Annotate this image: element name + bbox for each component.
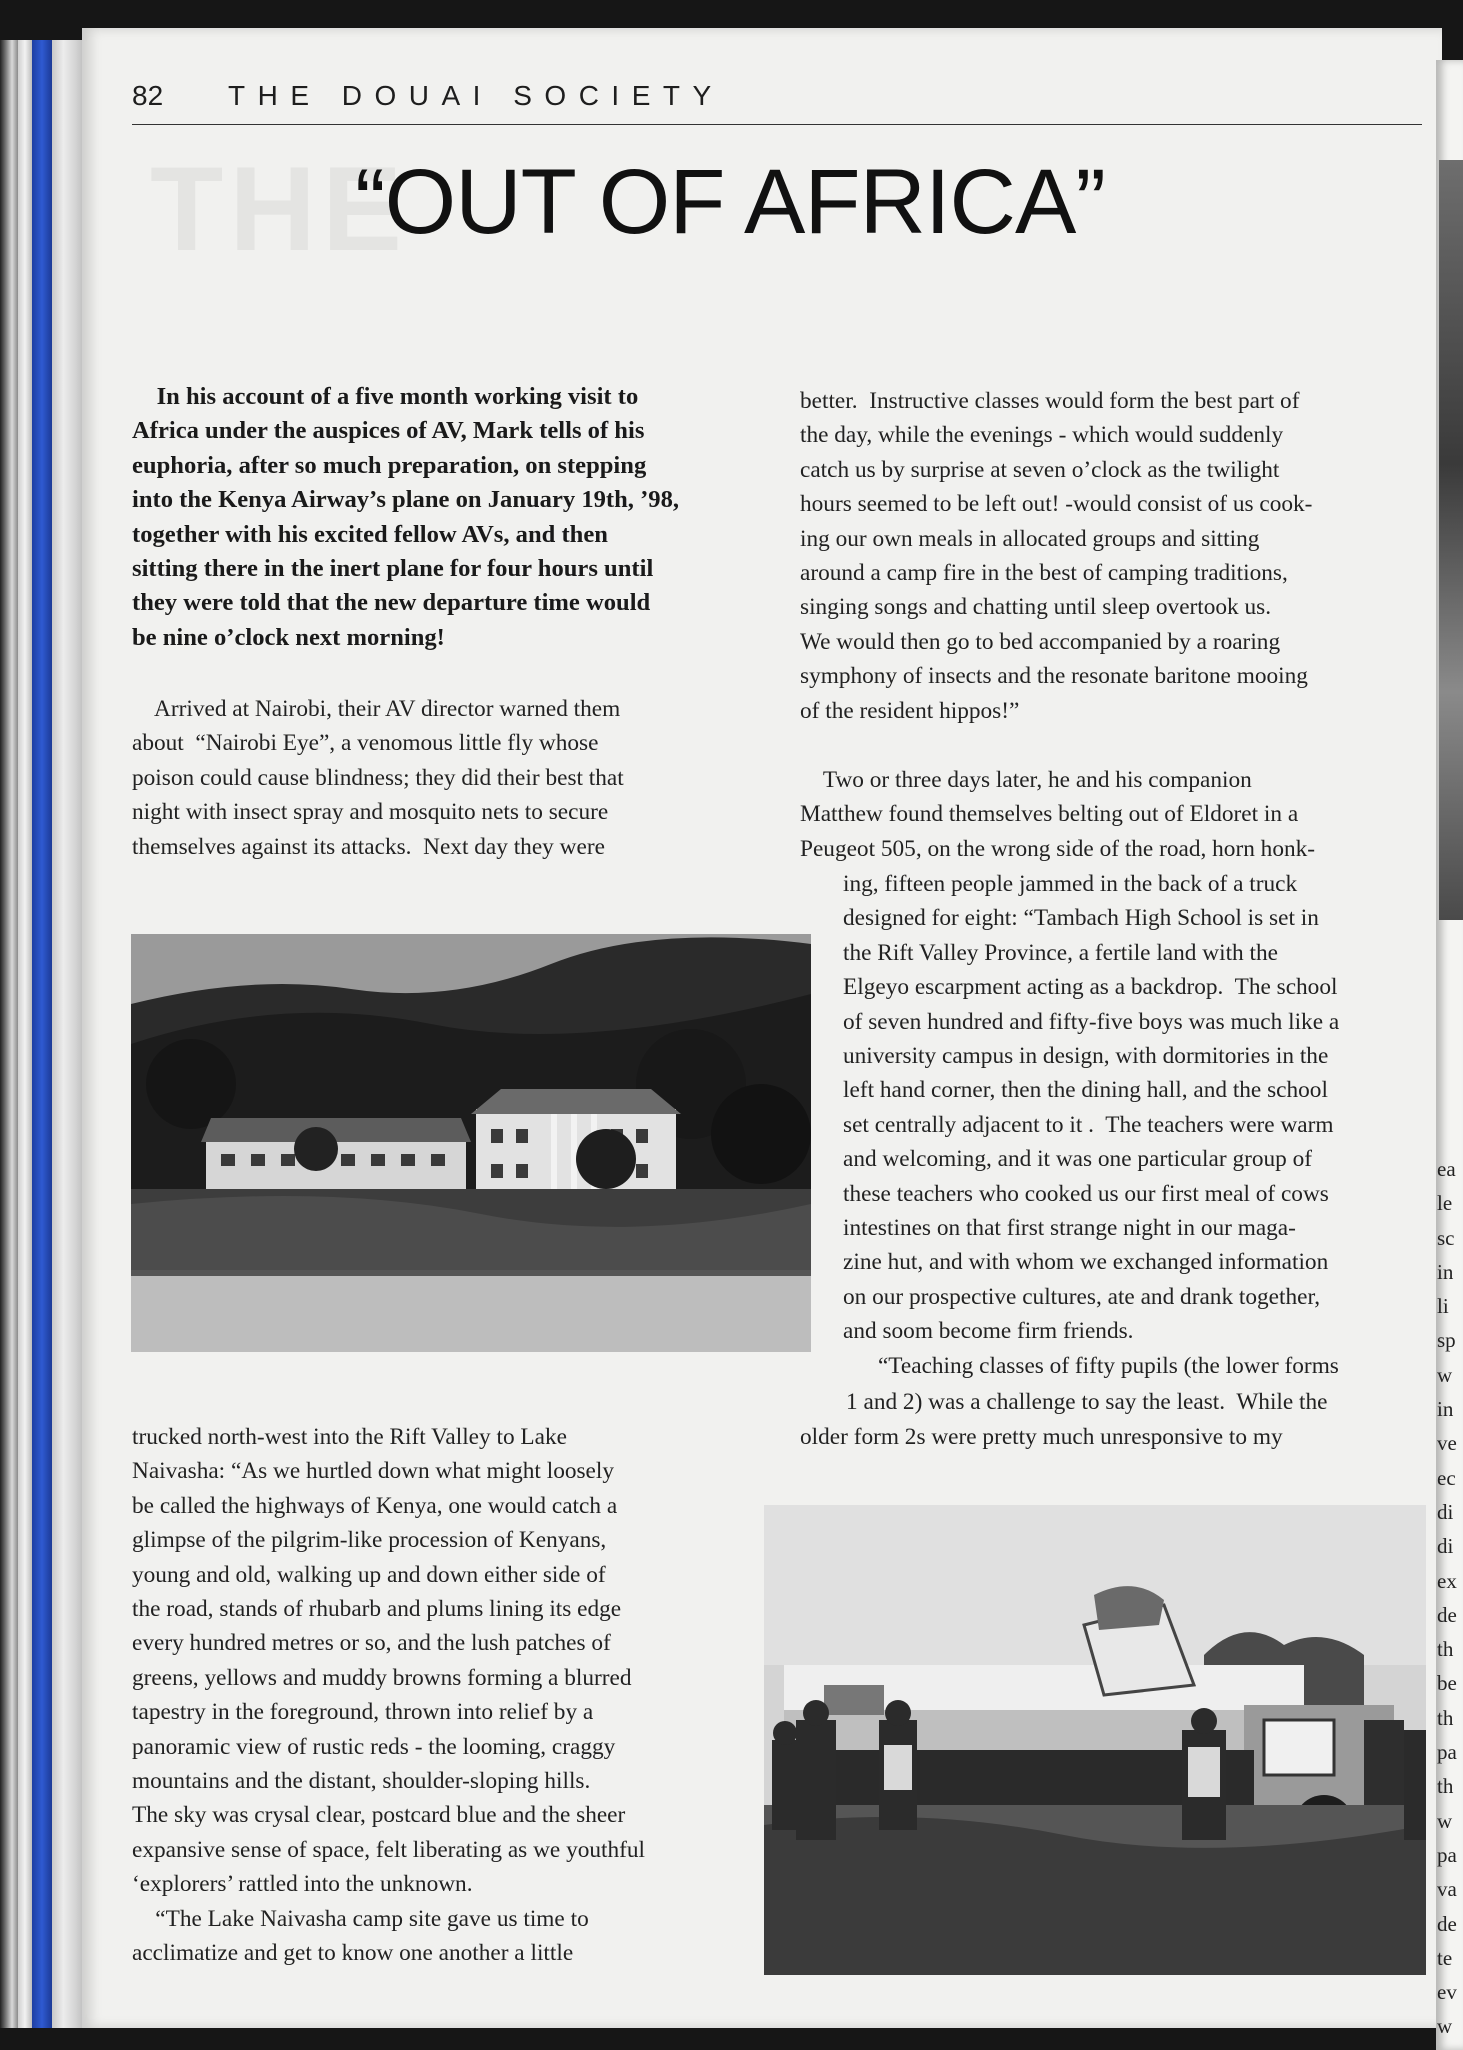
- page-stack-edge: [52, 40, 86, 2028]
- next-page-text-fragment: ea le sc in li sp w in ve ec di di ex de th be th pa th w pa va de te ev w: [1437, 1157, 1457, 2039]
- body-paragraph: Two or three days later, he and his companion Matthew found themselves belting out of Eldoret in a Peugeot 505, on the wrong side of the road, horn honk-: [800, 767, 1316, 862]
- article-title: “OUT OF AFRICA”: [355, 151, 1105, 253]
- lead-paragraph: In his account of a five month working visit to Africa under the auspices of AV, Mark tells of his euphoria, after so much preparation, on stepping into the Kenya Airway’s plane on January 19th, ’98, together with his excited fellow AVs, and then sitting there in the inert plane for four hours until they were told that the new departure time would be nine o’clock next morning!: [132, 383, 680, 651]
- publication-name: THE DOUAI SOCIETY: [228, 80, 724, 111]
- body-paragraph-indented: ing, fifteen people jammed in the back of a truck designed for eight: “Tambach High School is set in the Rift Valley Province, a fertile land with the Elgeyo escarpment acting as a backdrop. The school of seven hundred and fifty-five boys was much like a university campus in design, with dormitories in the left hand corner, then the dining hall, and the school set centrally adjacent to it . The teachers were warm and welcoming, and it was one particular group of these teachers who cooked us our first meal of cows intestines on that first strange night in our maga- zine hut, and with whom we exchanged information on our prospective cultures, ate and drank together, and soom become firm friends. “Teaching classes of fifty pupils (the lower forms: [843, 871, 1340, 1379]
- school-photo: [131, 934, 811, 1352]
- next-page-edge: [1436, 60, 1463, 2050]
- page-number: 82: [132, 80, 164, 111]
- body-paragraph: better. Instructive classes would form the best part of the day, while the evenings - which would suddenly catch us by surprise at seven o’clock as the twilight hours seemed to be left out! -would consist of us cook- ing our own meals in allocated groups and sitting around a camp fire in the best of camping traditions, singing songs and chatting until sleep overtook us. We would then go to bed accompanied by a roaring symphony of insects and the resonate baritone mooing of the resident hippos!”: [800, 388, 1313, 724]
- truck-photo: [764, 1505, 1426, 1975]
- body-line: older form 2s were pretty much unresponsive to my: [800, 1424, 1283, 1450]
- body-paragraph: trucked north-west into the Rift Valley to Lake Naivasha: “As we hurtled down what might loosely be called the highways of Kenya, one would catch a glimpse of the pilgrim-like procession of Kenyans, young and old, walking up and down either side of the road, stands of rhubarb and plums lining its edge every hundred metres or so, and the lush patches of greens, yellows and muddy browns forming a blurred tapestry in the foreground, thrown into relief by a panoramic view of rustic reds - the looming, craggy mountains and the distant, shoulder-sloping hills. The sky was crysal clear, postcard blue and the sheer expansive sense of space, felt liberating as we youthful ‘explorers’ rattled into the unknown. “The Lake Naivasha camp site gave us time to acclimatize and get to know one another a little: [132, 1424, 646, 1967]
- page-stack-edge: [18, 40, 32, 2028]
- book-cover-edge: [32, 40, 52, 2028]
- body-paragraph: Arrived at Nairobi, their AV director warned them about “Nairobi Eye”, a venomous little fly whose poison could cause blindness; they did their best that night with insect spray and mosquito nets to secure themselves against its attacks. Next day they were: [132, 696, 624, 860]
- page-stack-edge: [0, 40, 18, 2028]
- header-rule: [132, 124, 1422, 125]
- body-line: 1 and 2) was a challenge to say the least. While the: [846, 1389, 1328, 1415]
- bleed-through-shadow: THE: [150, 142, 408, 276]
- next-page-photo-sliver: [1439, 160, 1463, 920]
